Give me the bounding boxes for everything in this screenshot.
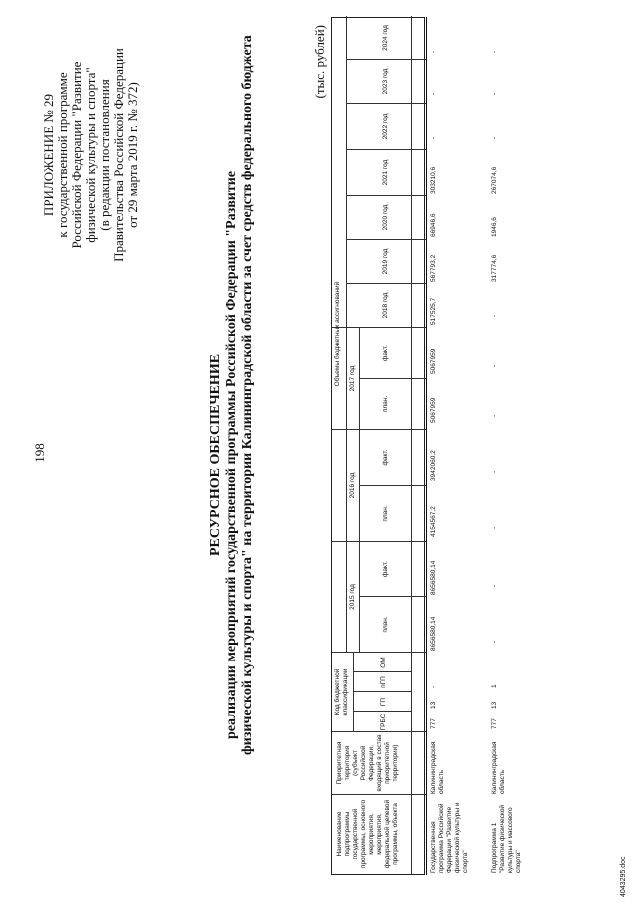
row-1-2015-fact: 8656580,14 <box>430 560 437 595</box>
title-line-2: реализации мероприятий государственной программы Российской Федерации "Развитие <box>224 171 239 739</box>
row-1-2021: 303210,6 <box>430 166 437 194</box>
row-2-pgp: 1 <box>491 684 498 688</box>
row-2-2021: 267074,6 <box>491 166 498 194</box>
appendix-line: физической культуры и спорта" <box>83 67 98 243</box>
row-1-name: Государственная программа Российской Федерации "Развитие физической культуры и спорта" <box>430 802 469 873</box>
row-2-2023: - <box>491 92 498 95</box>
appendix-line: ПРИЛОЖЕНИЕ № 29 <box>41 93 56 217</box>
row-2-2018: - <box>491 314 498 317</box>
row-2-gp: 13 <box>491 701 498 709</box>
row-2-2015-fact: - <box>491 584 498 587</box>
header-year-2017: 2017 год <box>349 365 356 392</box>
row-1-2016-plan: 4154567,2 <box>430 506 437 537</box>
header-2016-plan: план. <box>382 505 389 522</box>
row-2-2017-plan: - <box>491 414 498 417</box>
header-code-pgp: пГП <box>380 676 387 688</box>
header-code-gp: ГП <box>380 697 387 707</box>
footer-filename: 4043295.doc <box>620 856 627 897</box>
row-1-pgp: - <box>430 685 437 688</box>
row-1-2017-plan: 5067959 <box>430 397 437 423</box>
header-year-2019: 2019 год <box>382 248 389 275</box>
page-number: 198 <box>32 443 47 463</box>
header-territory: Приоритетная территория (субъект Российской Федерации, входящий в состав приоритетной территории) <box>336 734 399 792</box>
row-2-2016-plan: - <box>491 526 498 529</box>
row-2-name: Подпрограмма 1 "Развитие физической культуры и массового спорта" <box>491 804 522 873</box>
header-2015-plan: план. <box>382 616 389 633</box>
row-1-2020: 66946,6 <box>430 213 437 237</box>
resource-table <box>331 17 425 875</box>
title-line-3: физической культуры и спорта" на территории Калининградской области за счет средств федерального бюджета <box>240 35 255 755</box>
header-year-2016: 2016 год <box>349 472 356 499</box>
header-code-group: Код бюджетной классификации <box>334 668 349 716</box>
row-1-2015-plan: 8656580,14 <box>430 616 437 651</box>
header-year-2023: 2023 год <box>382 68 389 95</box>
appendix-line: Правительства Российской Федерации <box>111 48 126 262</box>
appendix-line: (в редакции постановления <box>97 79 112 231</box>
header-year-2022: 2022 год <box>382 113 389 140</box>
appendix-line: от 29 марта 2019 г. № 372) <box>125 82 140 228</box>
row-2-territory: Калининградская область <box>491 741 506 794</box>
header-volumes-group: Объемы бюджетных ассигнований <box>334 281 341 387</box>
title-line-1: РЕСУРСНОЕ ОБЕСПЕЧЕНИЕ <box>208 353 223 557</box>
appendix-line: к государственной программе <box>55 72 70 238</box>
row-1-2019: 567793,2 <box>430 254 437 282</box>
header-2016-fact: факт. <box>382 449 389 466</box>
row-1-2017-fact: 5067959 <box>430 348 437 374</box>
row-2-2016-fact: - <box>491 470 498 473</box>
header-2017-plan: план. <box>382 395 389 413</box>
document-title <box>208 35 256 755</box>
units-label: (тыс. рублей) <box>312 25 327 99</box>
row-1-territory: Калининградская область <box>430 741 445 794</box>
row-1-2022: - <box>430 136 437 139</box>
header-year-2020: 2020 год <box>382 204 389 231</box>
header-name: Наименование подпрограммы государственной программы, основного мероприятия, мероприятия, федеральной целевой программы, объекта <box>336 799 399 869</box>
header-year-2015: 2015 год <box>349 584 356 610</box>
header-year-2021: 2021 год <box>382 159 389 186</box>
header-year-2018: 2018 год <box>382 292 389 319</box>
row-2-2024: - <box>491 50 498 53</box>
row-1-2023: - <box>430 92 437 95</box>
row-1-2024: - <box>430 50 437 53</box>
row-1-grbs: 777 <box>430 718 437 729</box>
row-2-2017-fact: - <box>491 364 498 367</box>
header-year-2024: 2024 год <box>382 25 389 51</box>
row-2-2015-plan: - <box>491 640 498 643</box>
header-2017-fact: факт. <box>382 345 389 361</box>
row-1-2018: 517525,7 <box>430 297 437 325</box>
header-code-om: ОМ <box>380 657 387 668</box>
header-code-grbs: ГРБС <box>380 713 387 731</box>
header-2015-fact: факт. <box>382 561 389 577</box>
row-2-2020: 1946,6 <box>491 217 498 237</box>
row-2-2019: 317774,6 <box>491 254 498 282</box>
row-2-grbs: 777 <box>491 718 498 729</box>
row-1-2016-fact: 3942060,2 <box>430 450 437 481</box>
row-2-2022: - <box>491 136 498 139</box>
row-1-gp: 13 <box>430 701 437 709</box>
appendix-header <box>42 25 140 285</box>
appendix-line: Российской Федерации "Развитие <box>69 61 84 249</box>
